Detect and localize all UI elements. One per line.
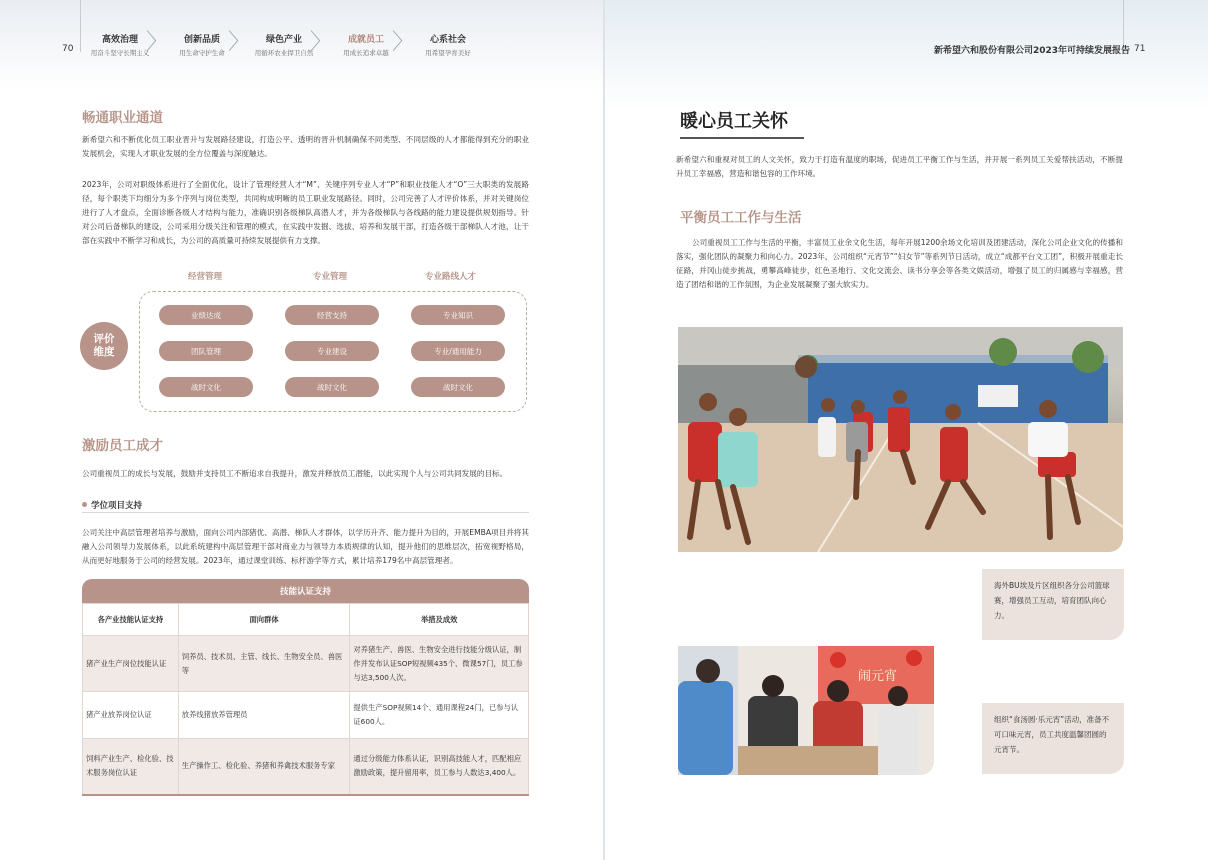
table-row xyxy=(83,636,529,692)
nav-title: 高效治理 xyxy=(101,35,138,45)
nav-item-green[interactable] xyxy=(246,30,332,57)
table-cell: 提供生产SOP视频14个、通用课程24门，已参与认证600人。 xyxy=(350,692,529,739)
nav-subtitle: 用成长追求卓越 xyxy=(343,49,389,57)
table-row xyxy=(83,692,529,739)
lantern-festival-scene-image xyxy=(678,646,934,775)
growth-paragraph-1: 公司重视员工的成长与发展，鼓励并支持员工不断追求自我提升，激发并释放员工潜能，以此实现个人与公司共同发展的目标。 xyxy=(82,469,508,478)
festival-caption: 组织“食汤圆·乐元宵”活动，准备不可口味元宵，员工共度温馨团圆的元宵节。 xyxy=(982,703,1124,774)
section-heading-care xyxy=(680,107,788,133)
eval-pill: 团队管理 xyxy=(159,341,253,361)
left-page-number: 70 xyxy=(62,44,74,54)
subheading-text: 学位项目支持 xyxy=(91,501,143,511)
category-label-management: 经营管理 xyxy=(188,272,223,282)
nav-subtitle: 用生命守护生命 xyxy=(179,49,225,57)
nav-title: 成就员工 xyxy=(347,35,384,45)
eval-pill: 专业建设 xyxy=(285,341,379,361)
bullet-dot-icon xyxy=(82,502,87,507)
chevron-right-icon: 〉 xyxy=(391,30,414,55)
table-header-row xyxy=(83,604,529,636)
heading-underline xyxy=(680,137,804,139)
eval-pill: 战时文化 xyxy=(285,377,379,397)
table-cell: 饲料产业生产、检化验、技术服务岗位认证 xyxy=(83,739,179,795)
eval-pill: 战时文化 xyxy=(159,377,253,397)
eval-pill: 经营支持 xyxy=(285,305,379,325)
table-header: 各产业技能认证支持 xyxy=(83,604,179,636)
table-header: 面向群体 xyxy=(178,604,350,636)
table-cell: 对养猪生产、兽医、生物安全进行技能分级认证，制作并发布认证SOP短视频435个、微课57门，员工参与达3,500人次。 xyxy=(350,636,529,692)
table-row xyxy=(83,739,529,795)
category-label-professional: 专业管理 xyxy=(313,272,348,282)
basketball-scene-image xyxy=(678,327,1123,552)
circle-label: 评价 维度 xyxy=(93,333,115,358)
category-label-specialist: 专业路线人才 xyxy=(425,272,477,282)
table-cell: 饲养员、技术员、主管、线长、生物安全员、兽医等 xyxy=(178,636,350,692)
nav-title: 绿色产业 xyxy=(265,35,302,45)
skills-table-title: 技能认证支持 xyxy=(82,579,529,603)
table-cell: 通过分级能力体系认证，识别高技能人才，匹配相应激励政策，提升留用率，员工参与人数达3,400人。 xyxy=(350,739,529,795)
table-cell: 生产操作工、检化验、养猪和养禽技术服务专家 xyxy=(178,739,350,795)
right-page-number: 71 xyxy=(1134,44,1146,54)
degree-support-subheading xyxy=(82,499,142,511)
basketball-caption: 海外BU埃及片区组织各分公司篮球赛，增强员工互动，培育团队向心力。 xyxy=(982,569,1124,640)
care-intro: 新希望六和重视对员工的人文关怀，致力于打造有温度的职场，促进员工平衡工作与生活，并开展一系列员工关爱帮扶活动，不断提升员工幸福感，营造和谐包容的工作环境。 xyxy=(676,155,1123,178)
table-header: 举措及成效 xyxy=(350,604,529,636)
skills-certification-table xyxy=(82,603,529,796)
basketball-photo xyxy=(678,327,1123,552)
chapter-nav xyxy=(82,32,492,57)
eval-pill: 战时文化 xyxy=(411,377,505,397)
table-cell: 猪产业放养岗位认证 xyxy=(83,692,179,739)
table-cell: 放养线猪放养管理员 xyxy=(178,692,350,739)
evaluation-dimension-circle xyxy=(80,322,128,370)
section-heading-career: 畅通职业通道 xyxy=(82,106,163,126)
chevron-right-icon: 〉 xyxy=(227,30,250,55)
degree-paragraph: 公司关注中高层管理者培养与激励，面向公司内部猪优、高潜、梯队人才群体，以学历升齐、能力提升为目的，开展EMBA项目并将其融入公司领导力发展体系，以此系统建构中高层管理干部对商业力与领导力本质规律的认知，提升他们的思维层次，拓宽视野格局，从而更好地服务于公司的经营发展。2023年，通过课堂训练、标杆游学等方式，累计培养179名中高层管理者。 xyxy=(82,528,529,565)
career-paragraph-1: 新希望六和不断优化员工职业晋升与发展路径建设，打造公平、透明的晋升机制确保不同类型、不同层级的人才都能得到充分的职业发展机会，实现人才职业发展的全方位覆盖与深度触达。 xyxy=(82,135,529,158)
nav-subtitle: 用希望孕育美好 xyxy=(425,49,471,57)
eval-pill: 业绩达成 xyxy=(159,305,253,325)
nav-title: 心系社会 xyxy=(429,35,466,45)
chevron-right-icon: 〉 xyxy=(145,30,168,55)
section-heading-growth: 激励员工成才 xyxy=(82,434,163,454)
report-title: 新希望六和股份有限公司2023年可持续发展报告 xyxy=(933,46,1130,56)
chevron-right-icon: 〉 xyxy=(309,30,332,55)
header-divider xyxy=(80,0,81,52)
nav-item-innovation[interactable] xyxy=(164,30,250,57)
nav-subtitle: 用循环农业捍卫自然 xyxy=(254,49,314,57)
nav-item-governance[interactable] xyxy=(82,30,168,57)
heading-text: 暖心员工关怀 xyxy=(680,111,788,132)
eval-pill: 专业/通用能力 xyxy=(411,341,505,361)
nav-title: 创新品质 xyxy=(183,35,220,45)
nav-item-society[interactable] xyxy=(410,32,492,57)
eval-pill: 专业知识 xyxy=(411,305,505,325)
career-paragraph-2: 2023年，公司对职级体系进行了全面优化，设计了管理经营人才“M”、关键序列专业人才“P”和职业技能人才“O”三大职类的发展路径，每个职类下均细分为多个序列与岗位类型，共同构成明晰的员工职业发展路径。同时，公司完善了人才评价体系，并对关键岗位进行了人才盘点，全面诊断各级人才结构与能力，准确识别各级梯队高潜人才，并为各级梯队与各线路的能力建设提供规划指导。针对公司后备梯队的建设，公司采用分级关注和管理的模式，在实践中发掘、选拔、培养和发展干部，打造各级干部梯队人才池，让干部在实践中不断学习和成长，为公司的高质量可持续发展提供有力支撑。 xyxy=(82,180,529,245)
table-cell: 猪产业生产岗位技能认证 xyxy=(83,636,179,692)
festival-sign-text: 闹元宵 xyxy=(858,669,898,684)
subheading-divider xyxy=(82,512,529,513)
left-page xyxy=(0,0,603,860)
section-heading-balance: 平衡员工工作与生活 xyxy=(680,206,802,226)
lantern-festival-photo xyxy=(678,646,934,775)
balance-paragraph: 公司重视员工工作与生活的平衡，丰富员工业余文化生活，每年开展1200余场文化培训及团建活动，深化公司企业文化的传播和落实，强化团队的凝聚力和向心力。2023年，公司组织“元宵节”“妇女节”等系列节日活动，成立“成都平台文工团”，积极开展重走长征路，并冈山徒步挑战，勇攀高峰徒步，红色圣地行、文化交流会、读书分享会等各类文娱活动，增强了员工的归属感与幸福感，营造了团结和谐的工作氛围，为企业发展凝聚了强大软实力。 xyxy=(676,238,1123,289)
nav-item-employees[interactable] xyxy=(328,30,414,57)
nav-subtitle: 用奋斗坚守长期主义 xyxy=(90,49,150,57)
